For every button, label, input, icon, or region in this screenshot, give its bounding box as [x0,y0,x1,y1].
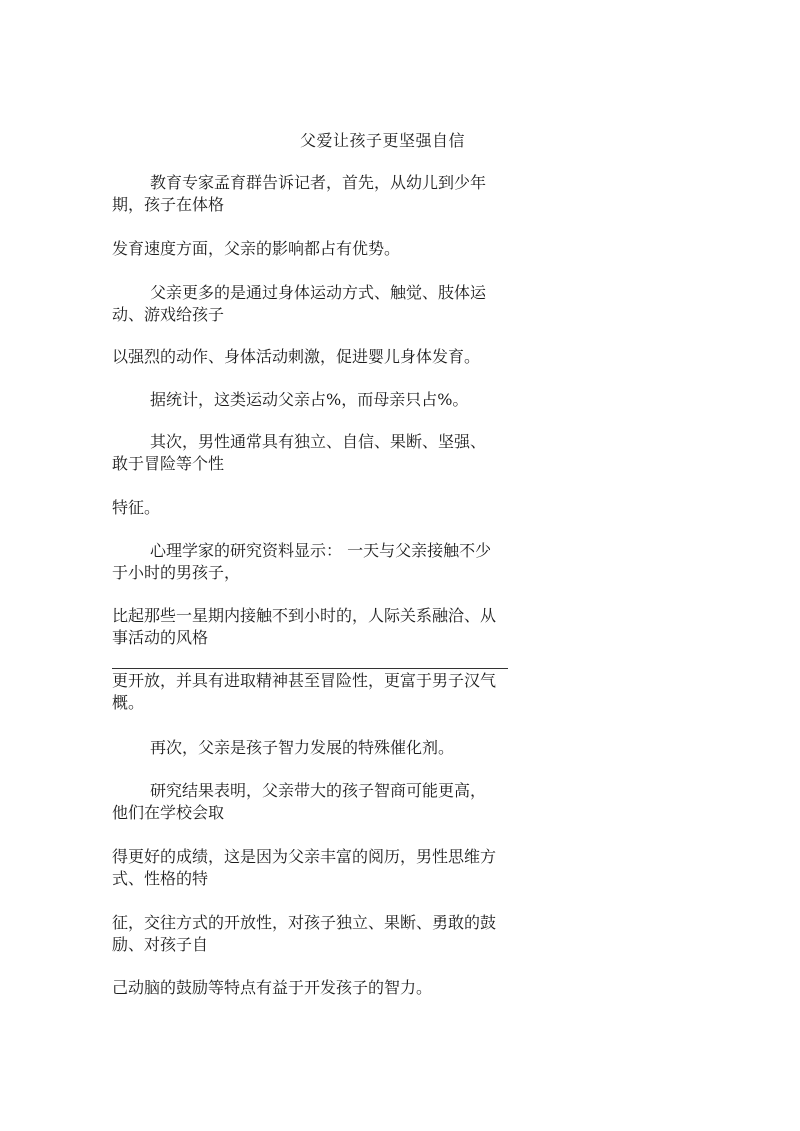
paragraph-line: 期，孩子在体格 [112,195,225,214]
document-title: 父爱让孩子更坚强自信 [300,131,466,150]
paragraph-line: 心理学家的研究资料显示： 一天与父亲接触不少 [150,541,492,560]
paragraph-line: 据统计，这类运动父亲占%，而母亲只占%。 [150,390,469,409]
paragraph-line: 再次，父亲是孩子智力发展的特殊催化剂。 [150,738,455,757]
paragraph-line: 比起那些一星期内接触不到小时的，人际关系融洽、从 [112,606,497,625]
paragraph-line: 他们在学校会取 [112,803,225,822]
divider-rule [112,668,508,669]
paragraph-line: 以强烈的动作、身体活动刺激，促进婴儿身体发育。 [112,347,481,366]
paragraph-line: 敢于冒险等个性 [112,454,225,473]
paragraph-line: 得更好的成绩，这是因为父亲丰富的阅历，男性思维方 [112,847,497,866]
paragraph-line: 式、性格的特 [112,869,209,888]
paragraph-line: 概。 [112,693,145,712]
paragraph-line: 动、游戏给孩子 [112,305,225,324]
paragraph-line: 己动脑的鼓励等特点有益于开发孩子的智力。 [112,978,433,997]
paragraph-line: 励、对孩子自 [112,935,209,954]
paragraph-line: 发育速度方面，父亲的影响都占有优势。 [112,239,401,258]
paragraph-line: 研究结果表明，父亲带大的孩子智商可能更高， [150,781,487,800]
paragraph-line: 父亲更多的是通过身体运动方式、触觉、肢体运 [150,283,487,302]
paragraph-line: 征，交往方式的开放性，对孩子独立、果断、勇敢的鼓 [112,913,497,932]
paragraph-line: 其次，男性通常具有独立、自信、果断、坚强、 [150,432,487,451]
paragraph-line: 事活动的风格 [112,628,209,647]
paragraph-line: 于小时的男孩子， [112,563,241,582]
paragraph-line: 特征。 [112,498,161,517]
paragraph-line: 更开放，并具有进取精神甚至冒险性，更富于男子汉气 [112,671,497,690]
paragraph-line: 教育专家孟育群告诉记者，首先，从幼儿到少年 [150,173,487,192]
